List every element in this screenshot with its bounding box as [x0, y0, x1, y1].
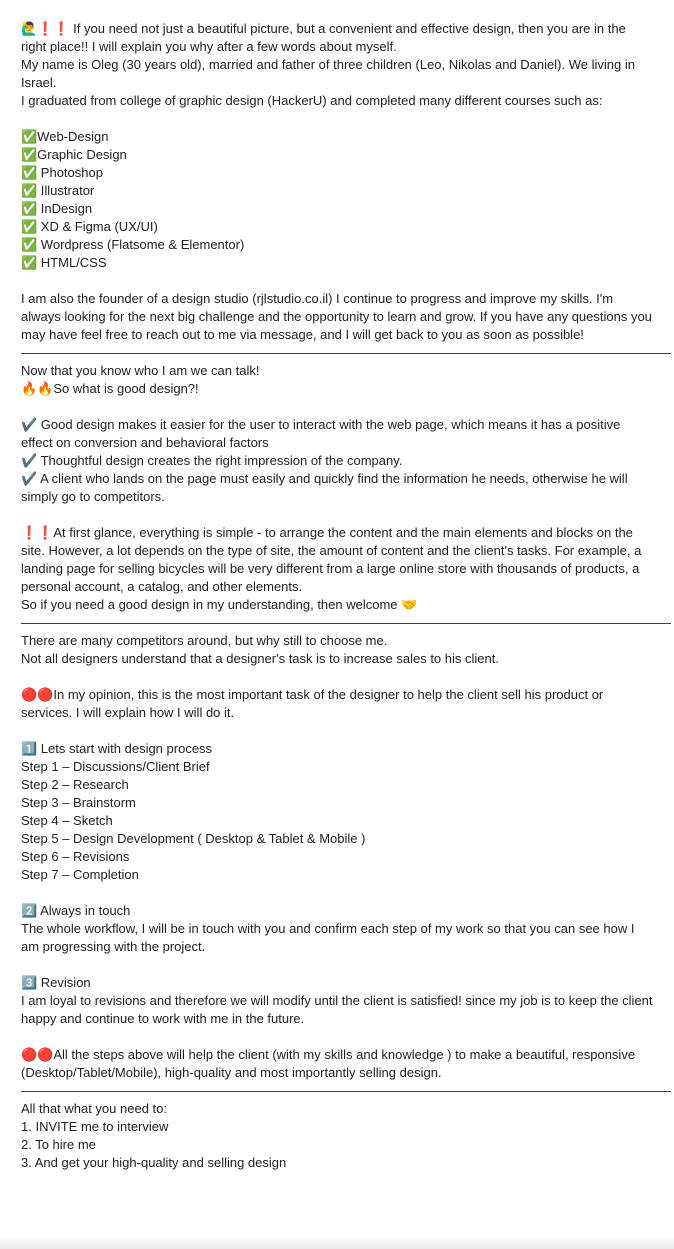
text-line: Step 1 – Discussions/Client Brief	[21, 759, 210, 774]
blank-line	[21, 1028, 653, 1046]
text-line: 🔴🔴In my opinion, this is the most important task of the designer to help the client sell his product or services. I will explain how I will do it.	[21, 687, 607, 720]
text-line: Step 5 – Design Development ( Desktop & Tablet & Mobile )	[21, 831, 366, 846]
text-line: ✅ XD & Figma (UX/UI)	[21, 219, 158, 234]
text-line: Not all designers understand that a designer's task is to increase sales to his client.	[21, 651, 499, 666]
text-line: ✅ Wordpress (Flatsome & Elementor)	[21, 237, 245, 252]
text-line: 2. To hire me	[21, 1137, 96, 1152]
text-line: All that what you need to:	[21, 1101, 167, 1116]
text-line: ✔️ Good design makes it easier for the user to interact with the web page, which means it has a positive effect on conversion and behavioral factors	[21, 417, 624, 450]
blank-line	[21, 722, 653, 740]
text-line: Step 3 – Brainstorm	[21, 795, 136, 810]
text-line: 1. INVITE me to interview	[21, 1119, 169, 1134]
text-line: My name is Oleg (30 years old), married and father of three children (Leo, Nikolas and Daniel). We living in Israel.	[21, 57, 639, 90]
blank-line	[21, 668, 653, 686]
text-line: ✅ Photoshop	[21, 165, 103, 180]
section-divider: ——————————————————————————————————————————————————	[21, 615, 671, 630]
blank-line	[21, 884, 653, 902]
text-line: There are many competitors around, but why still to choose me.	[21, 633, 388, 648]
text-line: I graduated from college of graphic design (HackerU) and completed many different courses such as:	[21, 93, 603, 108]
blank-line	[21, 110, 653, 128]
text-line: 🙋‍♂️❗❗ If you need not just a beautiful picture, but a convenient and effective design, then you are in the right place!! I will explain you why after a few words about myself.	[21, 21, 630, 54]
profile-description	[21, 20, 671, 1172]
text-line: 🔥🔥So what is good design?!	[21, 381, 199, 396]
text-line: ✅Graphic Design	[21, 147, 127, 162]
text-line: 1️⃣ Lets start with design process	[21, 741, 213, 756]
text-line: The whole workflow, I will be in touch with you and confirm each step of my work so that you can see how I am progressing with the project.	[21, 921, 639, 954]
text-line: Step 6 – Revisions	[21, 849, 130, 864]
text-line: Step 2 – Research	[21, 777, 129, 792]
text-line: ✅Web-Design	[21, 129, 109, 144]
text-line: 🔴🔴All the steps above will help the client (with my skills and knowledge ) to make a beautiful, responsive (Desktop/Tablet/Mobile), high-quality and most importantly selling design.	[21, 1047, 639, 1080]
text-line: ❗❗At first glance, everything is simple - to arrange the content and the main elements and blocks on the site. However, a lot depends on the type of site, the amount of content and the client's tasks. For example, a landing page for selling bicycles will be very different from a large online store with thousands of products, a personal account, a catalog, and other elements.	[21, 525, 645, 594]
blank-line	[21, 398, 653, 416]
text-line: ✔️ A client who lands on the page must easily and quickly find the information he needs, otherwise he will simply go to competitors.	[21, 471, 632, 504]
text-line: ✅ Illustrator	[21, 183, 95, 198]
text-line: Step 7 – Completion	[21, 867, 139, 882]
blank-line	[21, 956, 653, 974]
section-divider: ——————————————————————————————————————————————————	[21, 345, 671, 360]
text-line: ✔️ Thoughtful design creates the right impression of the company.	[21, 453, 403, 468]
bottom-fade-overlay	[0, 1237, 674, 1249]
text-line: ✅ InDesign	[21, 201, 93, 216]
blank-line	[21, 506, 653, 524]
text-line: 3️⃣ Revision	[21, 975, 91, 990]
text-line: So if you need a good design in my understanding, then welcome 🤝	[21, 597, 418, 612]
text-line: Now that you know who I am we can talk!	[21, 363, 260, 378]
text-line: ✅ HTML/CSS	[21, 255, 107, 270]
section-divider: ——————————————————————————————————————————————————	[21, 1083, 671, 1098]
text-line: 2️⃣ Always in touch	[21, 903, 131, 918]
text-line: I am also the founder of a design studio (rjlstudio.co.il) I continue to progress and improve my skills. I'm always looking for the next big challenge and the opportunity to learn and grow. If you have any questions you may have feel free to reach out to me via message, and I will get back to you as soon as possible!	[21, 291, 656, 342]
text-line: 3. And get your high-quality and selling design	[21, 1155, 287, 1170]
blank-line	[21, 272, 653, 290]
text-line: I am loyal to revisions and therefore we will modify until the client is satisfied! since my job is to keep the client happy and continue to work with me in the future.	[21, 993, 657, 1026]
text-line: Step 4 – Sketch	[21, 813, 113, 828]
